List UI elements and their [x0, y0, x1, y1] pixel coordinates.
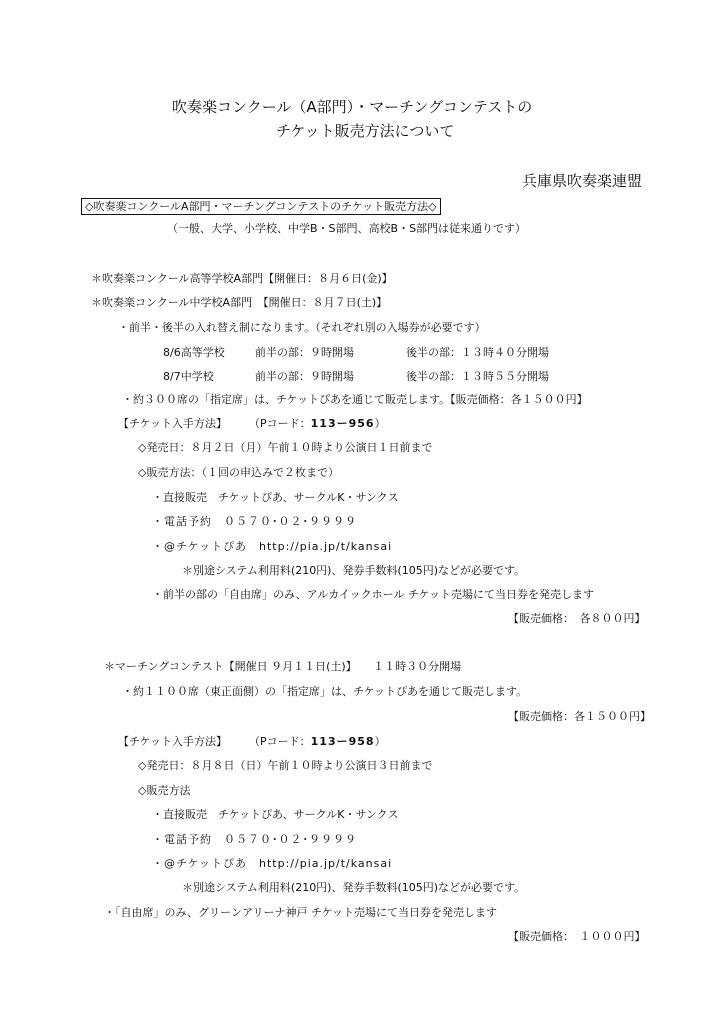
marching-free-seat-note: ・「自由席」のみ、グリーンアリーナ神戸 チケット売場にて当日券を発売します	[104, 906, 498, 919]
pcode: 113ー956	[310, 417, 375, 430]
schedule-first-half: 前半の部：９時開場	[255, 370, 354, 383]
reserved-seats-note: ・約３００席の「指定席」は、チケットぴあを通じて販売します。【販売価格：各１５００円】	[122, 393, 588, 406]
pcode-prefix: （Pコード：	[249, 417, 311, 430]
marching-event-line: ＊マーチングコンテスト【開催日 ９月１１日(土)】 １１時３０分開場	[104, 660, 462, 673]
section-header: ◇吹奏楽コンクールA部門・マーチングコンテストのチケット販売方法◇	[81, 198, 441, 215]
free-seat-price: 【販売価格： 各８００円】	[508, 612, 646, 625]
pcode-suffix: ）	[374, 417, 386, 430]
pcode: 113ー958	[310, 735, 375, 748]
marching-direct-sales: ・直接販売 チケットぴあ、サークルK・サンクス	[152, 808, 399, 821]
phone-reservation: ・電話予約 ０５７０･０２･９９９９	[152, 515, 357, 528]
replacement-note: ・前半・後半の入れ替え制になります。（それぞれ別の入場券が必要です）	[118, 321, 486, 334]
marching-seats-note: ・約１１００席（東正面側）の「指定席」は、チケットぴあを通じて販売します。	[122, 685, 528, 698]
schedule-date: 8/6高等学校	[163, 346, 225, 359]
schedule-second-half: 後半の部：１３時４０分開場	[406, 346, 549, 359]
marching-fee-note: ＊別途システム利用料(210円)、発券手数料(105円)などが必要です。	[182, 881, 526, 894]
release-date: ◇発売日：８月２日（月）午前１０時より公演日１日前まで	[138, 441, 433, 454]
schedule-date: 8/7中学校	[163, 370, 214, 383]
ticket-method-text: 【チケット入手方法】	[118, 417, 228, 430]
marching-free-seat-price: 【販売価格： １０００円】	[508, 930, 646, 943]
marching-release-date: ◇発売日：８月８日（日）午前１０時より公演日３日前まで	[138, 759, 433, 772]
pcode-suffix: ）	[374, 735, 386, 748]
section-note: （一般、大学、小学校、中学B・S部門、高校B・S部門は従来通りです）	[167, 222, 527, 235]
marching-phone-reservation: ・電話予約 ０５７０･０２･９９９９	[152, 833, 357, 846]
ms-event-line: ＊吹奏楽コンクール中学校A部門 【開催日：８月７日(土)】	[91, 296, 388, 309]
marching-web-reservation-link[interactable]: ・@チケットぴあ http://pia.jp/t/kansai	[152, 857, 393, 870]
ticket-method-text: 【チケット入手方法】	[118, 735, 228, 748]
ticket-method-label	[118, 417, 386, 430]
sales-method: ◇販売方法：（１回の申込みで２枚まで）	[138, 466, 339, 479]
pcode-prefix: （Pコード：	[249, 735, 311, 748]
free-seat-note: ・前半の部の「自由席」のみ、アルカイックホール チケット売場にて当日券を発売します	[152, 588, 594, 601]
organization-name: 兵庫県吹奏楽連盟	[522, 172, 643, 190]
hs-event-line: ＊吹奏楽コンクール高等学校A部門【開催日：８月６日(金)】	[91, 272, 393, 285]
marching-sales-method: ◇販売方法	[138, 784, 191, 797]
title-line-2: チケット販売方法について	[276, 122, 455, 140]
web-reservation-link[interactable]: ・@チケットぴあ http://pia.jp/t/kansai	[152, 540, 393, 553]
marching-method-label	[118, 735, 386, 748]
direct-sales: ・直接販売 チケットぴあ、サークルK・サンクス	[152, 491, 399, 504]
title-line-1: 吹奏楽コンクール（A部門）・マーチングコンテストの	[172, 98, 533, 116]
marching-seats-price: 【販売価格：各１５００円】	[508, 710, 651, 723]
fee-note: ＊別途システム利用料(210円)、発券手数料(105円)などが必要です。	[182, 564, 526, 577]
schedule-first-half: 前半の部：９時開場	[255, 346, 354, 359]
schedule-second-half: 後半の部：１３時５５分開場	[406, 370, 549, 383]
